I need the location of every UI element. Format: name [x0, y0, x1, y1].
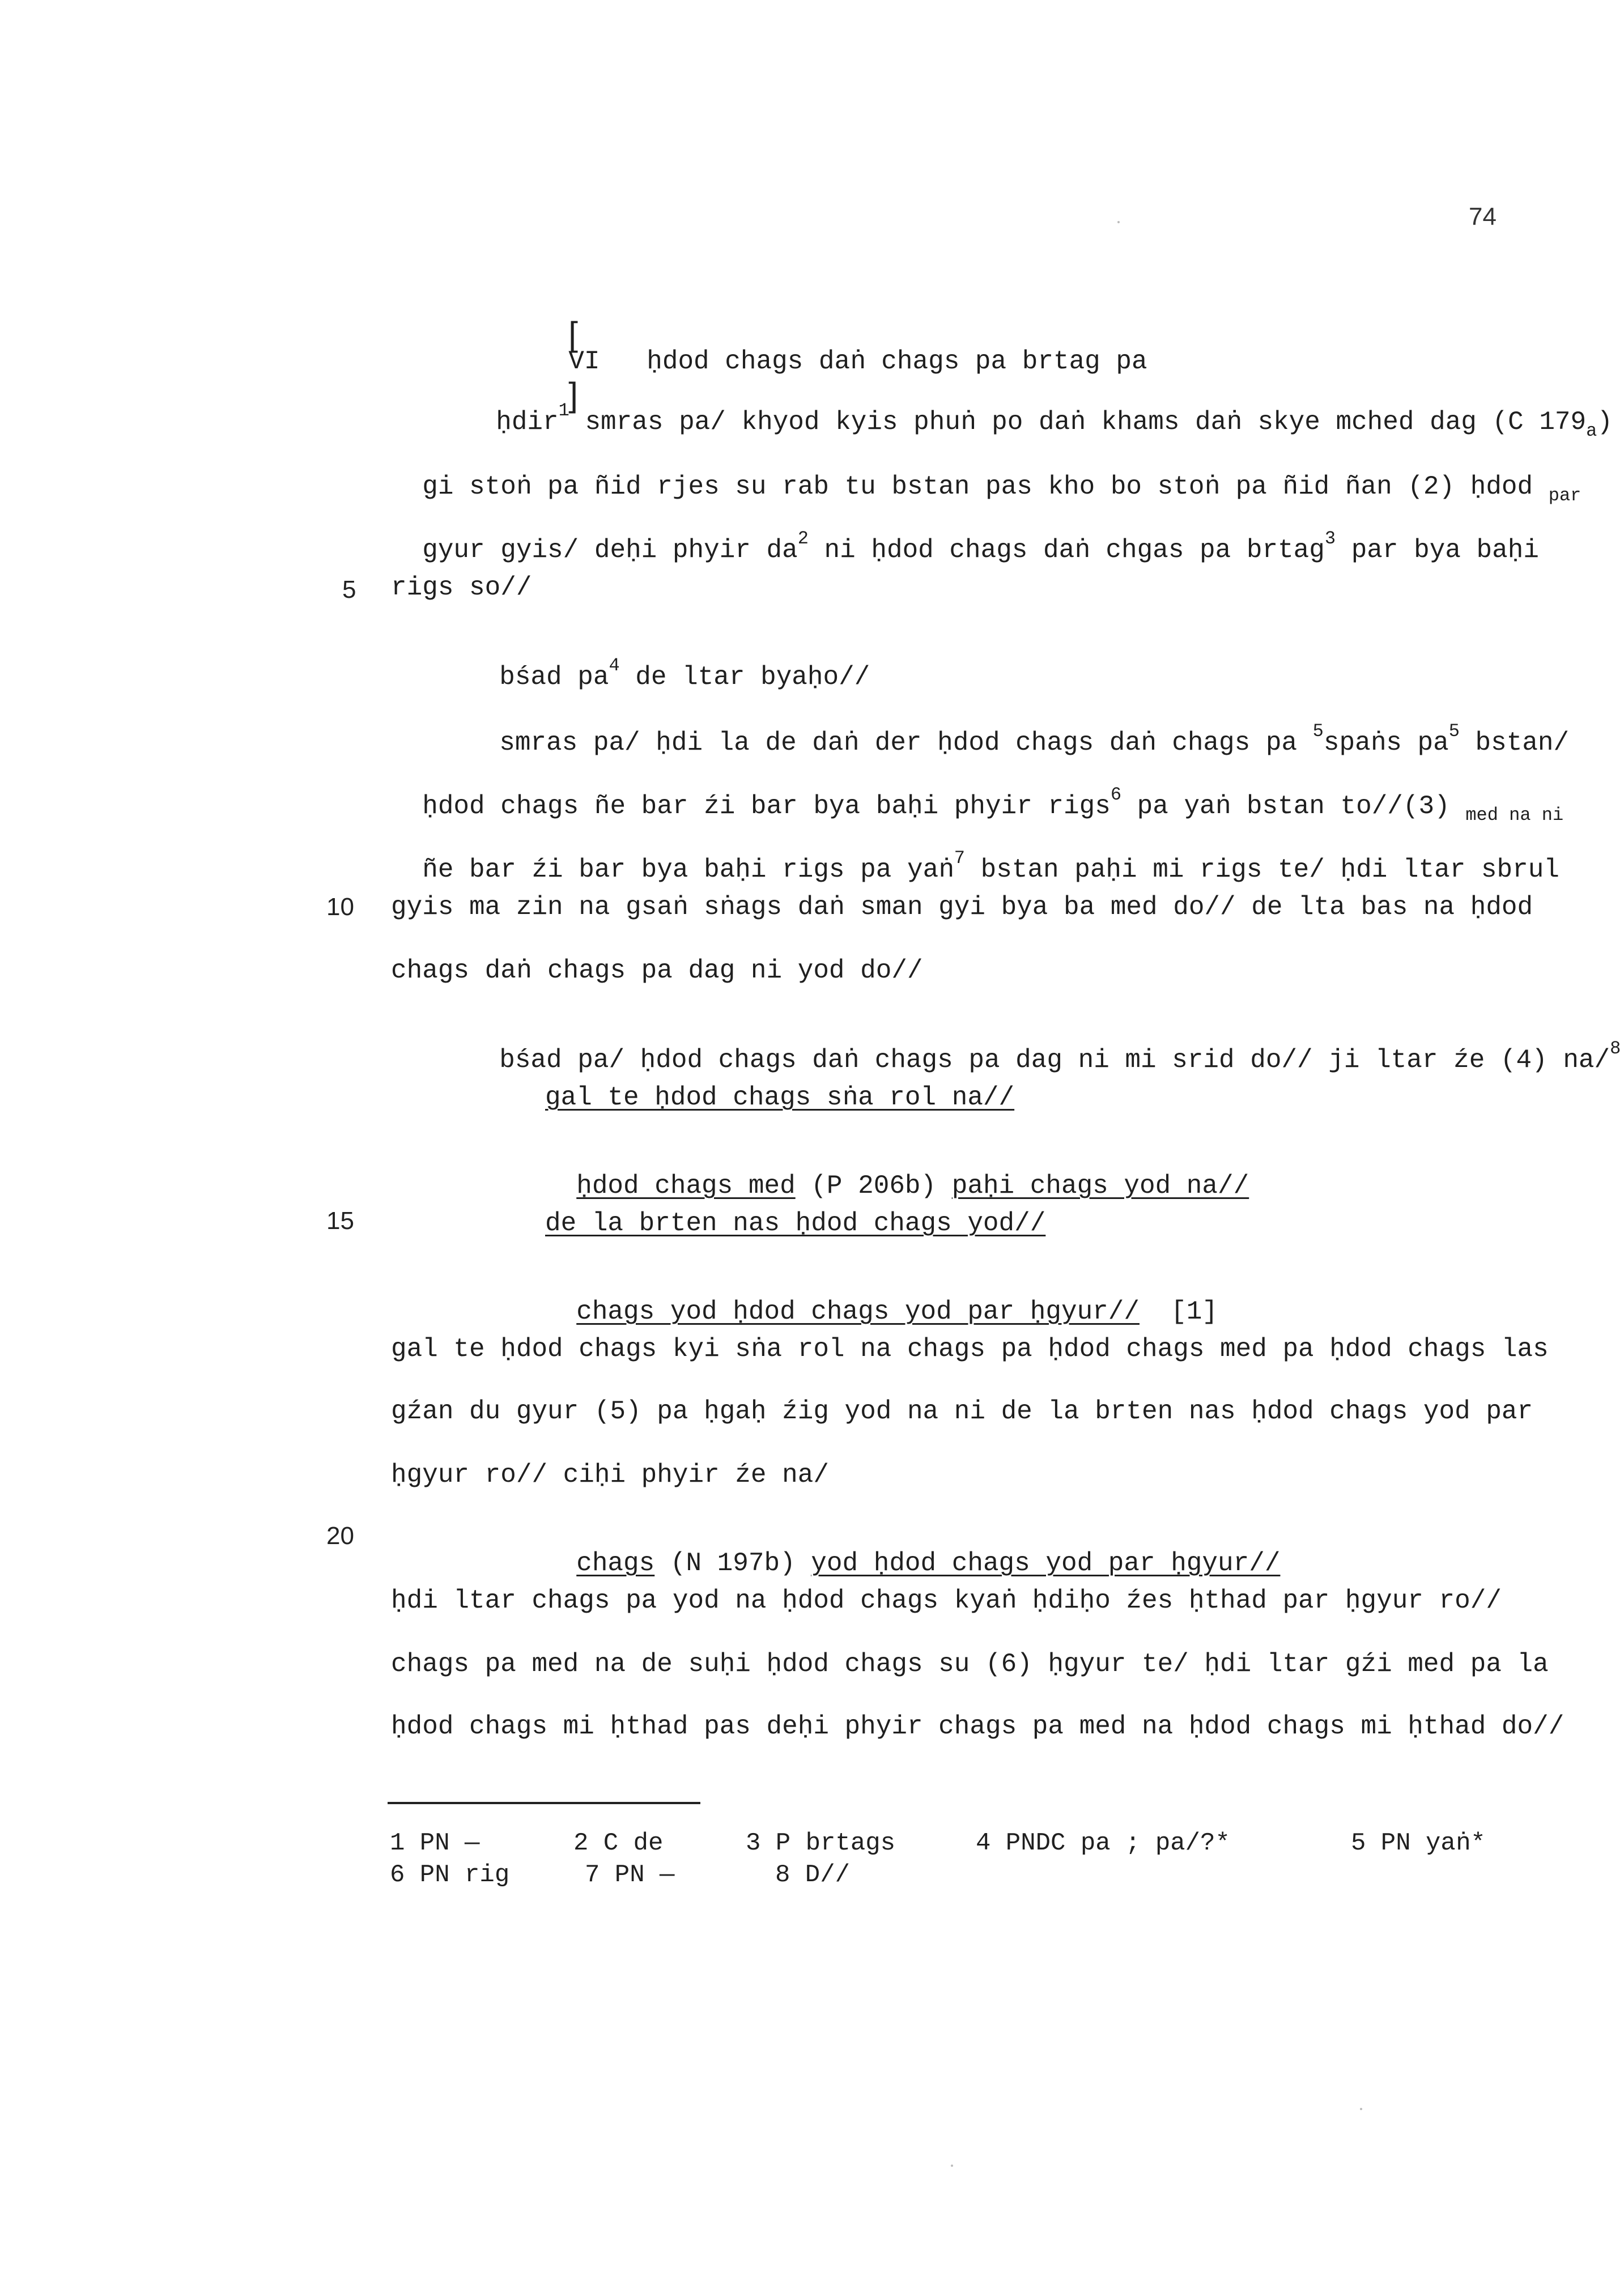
heading-text: VI ḥdod chags daṅ chags pa brtag pa [568, 347, 1147, 376]
footnote: 4 PNDC pa ; pa/?* [976, 1829, 1230, 1857]
line-number-5: 5 [342, 576, 356, 603]
text-line: ḥdod chags mi ḥthad pas deḥi phyir chags pa med na ḥdod chags mi ḥthad do// [391, 1712, 1565, 1741]
footnote: 3 P brtags [746, 1829, 896, 1857]
footnote-ref: 3 [1324, 528, 1336, 549]
heading-open-bracket: [ [568, 315, 578, 353]
footnote: 1 PN — [390, 1829, 480, 1857]
footnote: 6 PN rig [390, 1861, 510, 1889]
text-line: smras pa/ ḥdi la de daṅ der ḥdod chags daṅ chags pa $^5$spaṅs $pa^5$ bstan/ [499, 721, 1570, 758]
footnote: 8 D// [775, 1861, 851, 1889]
verse-line: ḥdod chags med (P 206b) paḥi chags yod na// [576, 1171, 1249, 1201]
heading-close-bracket: ] [568, 376, 578, 414]
text-line: rigs so// [391, 573, 532, 602]
footnote: 5 PN yaṅ* [1351, 1829, 1486, 1857]
footnote-ref: 8 [1610, 1038, 1621, 1059]
footnote: 7 PN — [585, 1861, 675, 1889]
text-line: ḥgyur ro// ciḥi phyir źe na/ [391, 1460, 829, 1490]
text-line: gal te ḥdod chags kyi sṅa rol na chags pa ḥdod chags med pa ḥdod chags las [391, 1334, 1549, 1364]
line-number-15: 15 [326, 1207, 354, 1235]
text-line: chags pa med na de suḥi ḥdod chags su (6) ḥgyur te/ ḥdi ltar gźi med pa la [391, 1649, 1549, 1679]
text-line: ñe bar źi bar bya baḥi rigs pa yaṅ$^7$ bstan paḥi mi rigs te/ ḥdi ltar sbrul [422, 848, 1559, 885]
verse-line: chags yod ḥdod chags yod par ḥgyur// [1] [576, 1297, 1218, 1326]
text-line: ḥdi ltar chags pa yod na ḥdod chags kyaṅ ḥdiḥo źes ḥthad par ḥgyur ro// [391, 1586, 1502, 1615]
line-number-20: 20 [326, 1522, 354, 1550]
line-number-10: 10 [326, 893, 354, 921]
footnote-ref: 4 [609, 655, 620, 676]
footnote-ref: 7 [954, 848, 965, 869]
verse-line: gal te ḥdod chags sṅa rol na// [545, 1083, 1015, 1112]
scan-speck [1117, 221, 1120, 223]
footnote-ref: 6 [1110, 784, 1122, 805]
text-line: bśad $pa^4$ de ltar byaḥo// [499, 655, 870, 692]
text-line: gyis ma zin na gsaṅ sṅags daṅ sman gyi bya ba med do// de lta bas na ḥdod [391, 892, 1533, 922]
verse-number: [1] [1139, 1297, 1218, 1326]
footnote-separator [388, 1802, 700, 1804]
footnote-ref: 5 [1448, 721, 1460, 742]
text-line: ḥdir$^1$ smras pa/ khyod kyis phuṅ po daṅ khams daṅ skye mched dag (C $179_a$) [496, 400, 1613, 441]
text-line: chags daṅ chags pa dag ni yod do// [391, 956, 923, 985]
text-line: gyur gyis/ deḥi phyir $da^2$ ni ḥdod chags daṅ chgas pa brtag$^3$ par bya baḥi [422, 528, 1539, 565]
text-line: bśad pa/ ḥdod chags daṅ chags pa dag ni mi srid do// ji ltar źe (4) na/$^8$ [499, 1038, 1621, 1075]
footnote: 2 C de [573, 1829, 664, 1857]
footnote-ref: 5 [1312, 721, 1324, 742]
footnote-ref: 2 [797, 528, 809, 549]
text-line: gźan du gyur (5) pa ḥgaḥ źig yod na ni de la brten nas ḥdod chags yod par [391, 1397, 1533, 1426]
page-number: 74 [1469, 203, 1497, 231]
scan-speck [1360, 2108, 1362, 2110]
footnote-ref: 1 [558, 400, 569, 421]
verse-line: chags (N 197b) yod ḥdod chags yod par ḥgyur// [576, 1549, 1281, 1578]
verse-line: de la brten nas ḥdod chags yod// [545, 1209, 1046, 1238]
text-line: ḥdod chags ñe bar źi bar bya baḥi phyir rigs$^6$ pa yaṅ bstan to//(3) $_{med na ni}$ [422, 784, 1564, 826]
text-line: gi stoṅ pa ñid rjes su rab tu bstan pas kho bo stoṅ pa ñid ñan (2) ḥdod $_{par}$ [422, 472, 1582, 506]
scan-speck [951, 2165, 953, 2167]
